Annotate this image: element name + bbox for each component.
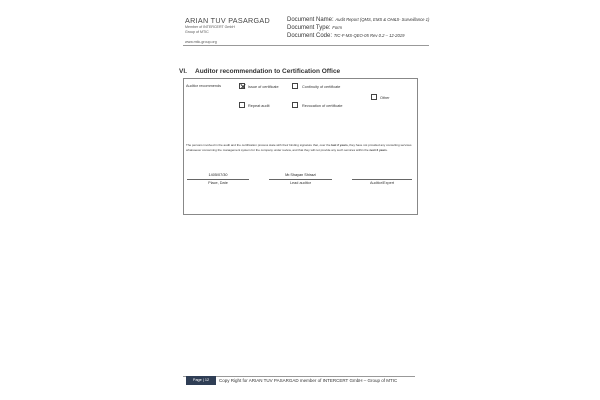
declaration-bold-2: next 2 years [369,147,387,152]
page-number-badge: Page | 12 [186,376,216,385]
auditor-expert-caption: Auditor/Expert [369,181,395,185]
document-meta [287,16,429,41]
section-title: Auditor recommendation to Certification Office [195,68,341,75]
footer-divider [183,376,415,377]
issue-certificate-checkbox[interactable] [239,83,245,89]
declaration-text-3: . [386,147,388,152]
company-website: www.mtic-group.org [185,40,217,44]
doc-code-row [287,32,429,40]
place-date-value[interactable]: 1405/07/30 [208,173,228,177]
repeat-audit-checkbox[interactable] [239,102,245,108]
doc-type-row [287,24,429,32]
company-sub-line2: Group of MTIC [185,30,209,34]
declaration-text-1: The persons involved in the audit and the certification process state with their binding signature that, over the [186,143,332,147]
continuity-certificate-label: Continuity of certificate [302,85,341,89]
lead-auditor-caption: Lead auditor [289,181,312,185]
company-name: ARIAN TUV PASARGAD [185,16,271,25]
doc-name-label: Document Name: [287,17,334,23]
continuity-certificate-checkbox[interactable] [292,83,298,89]
other-label: Other [380,96,390,100]
revocation-certificate-label: Revocation of certificate [302,104,343,108]
lead-auditor-value[interactable]: Mr.Shayan Shirazi [285,173,316,177]
company-sub-line1: Member of INTERCERT GmbH [185,25,235,29]
doc-name-row [287,16,429,24]
auditor-recommends-label: Auditor recommends [186,84,222,88]
consulting-declaration [186,143,416,152]
header-divider [183,45,429,46]
company-affiliation [185,25,235,35]
doc-code-value: TIC-F-MS-QEO-05 Rev 0.2 – 12-2019 [333,33,405,39]
lead-auditor-line [269,179,332,180]
place-date-caption: Place, Date [208,181,228,185]
doc-type-label: Document Type: [287,25,331,32]
doc-type-value: Form [332,25,343,31]
issue-certificate-label: Issue of certificate [248,85,279,89]
declaration-bold-1: last 2 years, [331,143,349,147]
revocation-certificate-checkbox[interactable] [292,102,298,108]
section-number: VI. [179,68,187,75]
other-checkbox[interactable] [371,94,377,100]
doc-code-label: Document Code: [287,33,333,40]
auditor-expert-line [352,179,412,180]
doc-name-value: Audit Report (QMS, EMS & OH&S- Surveillance 1) [335,17,430,22]
place-date-line [187,179,249,180]
declaration-text-2: they have not provided any consulting services whatsoever concerning the management system for the company under review, and that they will not provide any such services within the [186,143,412,152]
repeat-audit-label: Repeat audit [248,104,270,108]
copyright-text: Copy Right for ARIAN TUV PASARGAD member of INTERCERT GmbH – Group of MTIC [219,378,398,383]
